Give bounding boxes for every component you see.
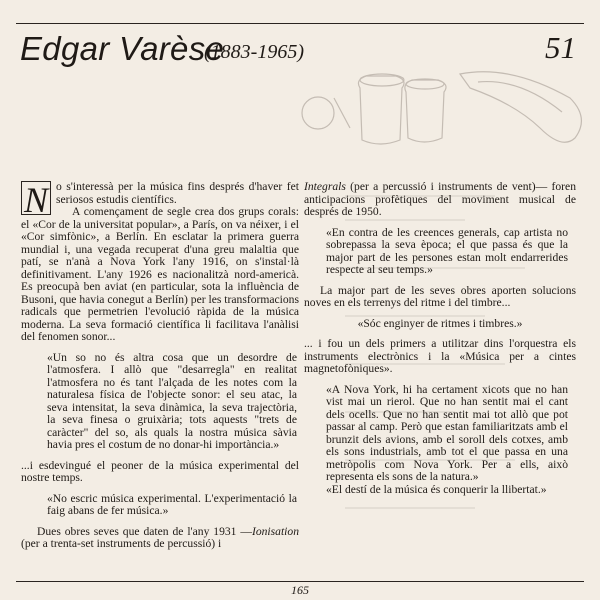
quote-sound: «Un so no és altra cosa que un desordre de l'atmosfera. I allò que "desarregla" en realitat l'atmosfera no és tant l'alçada de les notes com la naturalesa física de l'objecte sonor: el seu atac, la seva intensitat, la seva dinàmica, la seva trajectòria, la seva finesa o gruixària; tots aquests "trets de caràcter" del so, als quals la nostra música sàvia havia pres el costum de no donar-hi importància.» — [47, 350, 297, 451]
composer-dates: (1883-1965) — [204, 41, 304, 63]
right-column — [304, 181, 576, 496]
composer-name: Edgar Varèse — [20, 30, 225, 67]
intro-paragraph: N o s'interessà per la música fins després d'haver fet seriosos estudis científics. — [21, 181, 299, 206]
work-title-ionisation: Ionisation — [251, 524, 299, 538]
header-rule — [16, 23, 584, 24]
pioneer-paragraph: ...i esdevingué el peoner de la música experimental del nostre temps. — [21, 458, 299, 484]
rhythm-timbre-paragraph: La major part de les seves obres aporten solucions noves en els terrenys del ritme i del timbre... — [304, 283, 576, 309]
footer-rule — [16, 581, 584, 582]
entry-number: 51 — [545, 30, 576, 65]
bleed-through-illustration — [300, 68, 596, 162]
biography-paragraph: A començament de segle crea dos grups corals: el «Cor de la universitat popular», a París, on va néixer, i el «Cor simfònic», a Berlín. En esclatar la primera guerra mundial i, una vegada recuperat d'una greu malaltia que patí, se n'anà a Nova York l'any 1916, on s'instal·là definitivament. L'any 1926 es nacionalitzà nord-americà. Es preocupà ben aviat (en particular, sota la influència de Busoni, que havia conegut a Berlín) per les transformacions radicals que permetrien l'evolució ràpida de la música moderna. La seva formació científica li facilitava l'anàlisi del fenomen sonor... — [21, 205, 299, 343]
quote-experimental: «No escric música experimental. L'experimentació la faig abans de fer música.» — [47, 491, 297, 517]
quote-freedom: «El destí de la música és conquerir la llibertat.» — [326, 482, 547, 496]
works-paragraph: Dues obres seves que daten de l'any 1931 —Ionisation (per a trenta-set instruments de percussió) i — [21, 524, 299, 550]
quote-epoch: «En contra de les creences generals, cap artista no sobrepassa la seva època; el que passa és que la major part de les persones estan molt endarrerides respecte al seu temps.» — [326, 225, 568, 276]
work-title-integrals: Integrals — [304, 180, 346, 193]
page-header — [16, 30, 584, 70]
drop-cap: N — [21, 181, 51, 215]
electronic-paragraph: ... i fou un dels primers a utilitzar dins l'orquestra els instruments electrònics i la «Música per a cintes magnetofòniques». — [304, 337, 576, 375]
bongo-and-horn-illustration — [300, 68, 596, 162]
page-number: 165 — [291, 583, 309, 597]
quote-engineer: «Sóc enginyer de ritmes i timbres.» — [357, 316, 523, 330]
works-continuation-paragraph: Integrals (per a percussió i instruments de vent)— foren anticipacions profètiques del moviment musical de després de 1950. — [304, 180, 576, 218]
left-column — [21, 181, 299, 551]
quote-new-york: «A Nova York, hi ha certament xicots que no han vist mai un rierol. Que no han sentit mai el cant dels ocells. Que no han sentit mai tot allò que pot passar al camp. Però que estan familiaritzats amb el brunzit dels avions, amb el soroll dels cotxes, amb els sons industrials, amb tot el que passa en una metròpolis com Nova York. Per a ells, això representa els sons de la natura.» — [326, 382, 568, 483]
